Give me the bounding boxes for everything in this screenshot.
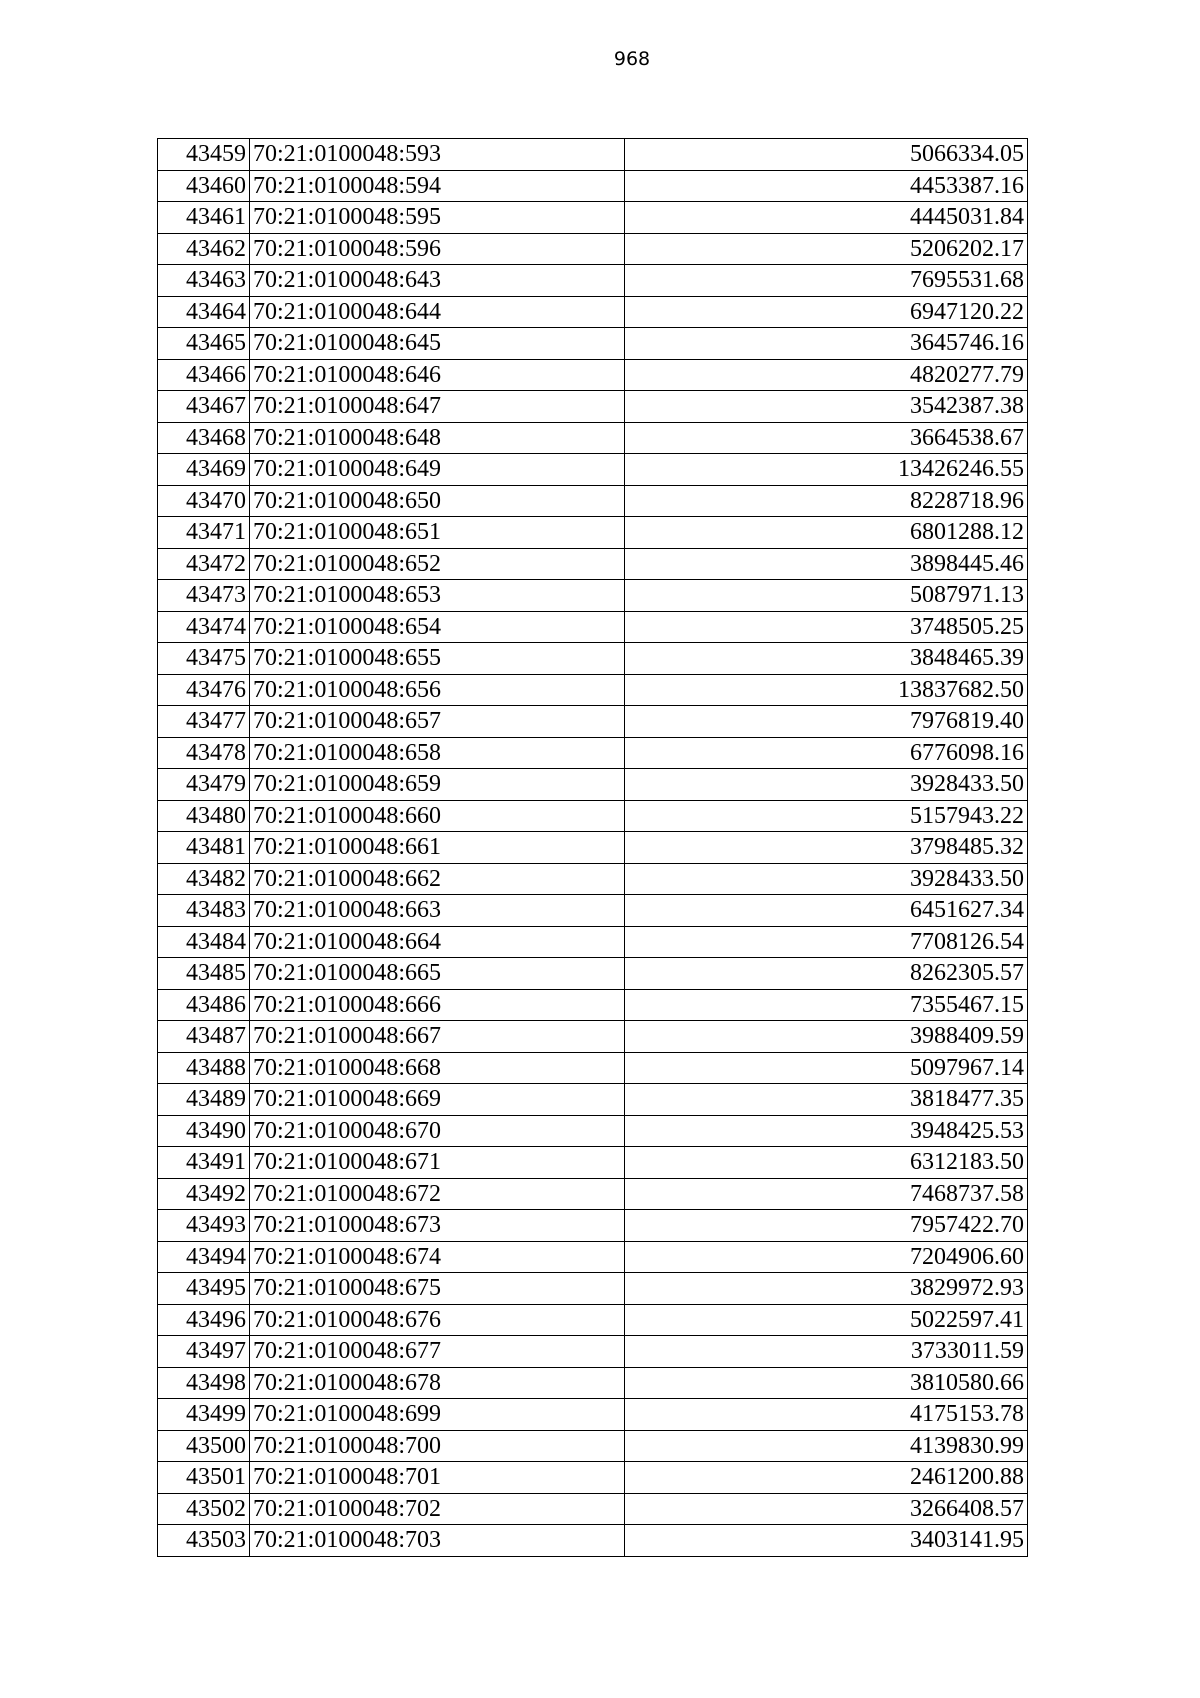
row-number: 43476 (158, 674, 250, 706)
table-row (158, 926, 1028, 958)
cadastral-number: 70:21:0100048:700 (250, 1430, 625, 1462)
row-number: 43501 (158, 1462, 250, 1494)
cadastral-number: 70:21:0100048:665 (250, 958, 625, 990)
cadastral-number: 70:21:0100048:655 (250, 643, 625, 675)
cadastral-value: 3829972.93 (625, 1273, 1028, 1305)
table-row (158, 1084, 1028, 1116)
cadastral-value: 6451627.34 (625, 895, 1028, 927)
cadastral-number: 70:21:0100048:593 (250, 139, 625, 171)
table-row (158, 1052, 1028, 1084)
table-row (158, 1430, 1028, 1462)
row-number: 43474 (158, 611, 250, 643)
cadastral-value: 3748505.25 (625, 611, 1028, 643)
cadastral-value: 3664538.67 (625, 422, 1028, 454)
table-row (158, 895, 1028, 927)
row-number: 43502 (158, 1493, 250, 1525)
row-number: 43491 (158, 1147, 250, 1179)
cadastral-value: 3542387.38 (625, 391, 1028, 423)
row-number: 43482 (158, 863, 250, 895)
cadastral-number: 70:21:0100048:643 (250, 265, 625, 297)
row-number: 43471 (158, 517, 250, 549)
row-number: 43485 (158, 958, 250, 990)
cadastral-number: 70:21:0100048:653 (250, 580, 625, 612)
cadastral-number: 70:21:0100048:654 (250, 611, 625, 643)
cadastral-number: 70:21:0100048:703 (250, 1525, 625, 1557)
cadastral-number: 70:21:0100048:667 (250, 1021, 625, 1053)
table-row (158, 769, 1028, 801)
cadastral-number: 70:21:0100048:672 (250, 1178, 625, 1210)
row-number: 43481 (158, 832, 250, 864)
cadastral-value: 7708126.54 (625, 926, 1028, 958)
page-number: 968 (613, 48, 651, 70)
cadastral-value: 5206202.17 (625, 233, 1028, 265)
cadastral-value: 5087971.13 (625, 580, 1028, 612)
table-row (158, 580, 1028, 612)
cadastral-value: 13426246.55 (625, 454, 1028, 486)
table-row (158, 391, 1028, 423)
cadastral-number: 70:21:0100048:644 (250, 296, 625, 328)
cadastral-value: 3645746.16 (625, 328, 1028, 360)
cadastral-value: 5097967.14 (625, 1052, 1028, 1084)
cadastral-number: 70:21:0100048:660 (250, 800, 625, 832)
cadastral-value: 3818477.35 (625, 1084, 1028, 1116)
cadastral-number: 70:21:0100048:673 (250, 1210, 625, 1242)
cadastral-number: 70:21:0100048:668 (250, 1052, 625, 1084)
cadastral-value: 4445031.84 (625, 202, 1028, 234)
cadastral-value: 3810580.66 (625, 1367, 1028, 1399)
cadastral-value: 5022597.41 (625, 1304, 1028, 1336)
cadastral-number: 70:21:0100048:670 (250, 1115, 625, 1147)
row-number: 43484 (158, 926, 250, 958)
row-number: 43464 (158, 296, 250, 328)
row-number: 43462 (158, 233, 250, 265)
table-row (158, 989, 1028, 1021)
table-row (158, 611, 1028, 643)
cadastral-number: 70:21:0100048:664 (250, 926, 625, 958)
cadastral-value: 2461200.88 (625, 1462, 1028, 1494)
table-row (158, 139, 1028, 171)
cadastral-number: 70:21:0100048:662 (250, 863, 625, 895)
table-body (158, 139, 1028, 1557)
cadastral-number: 70:21:0100048:676 (250, 1304, 625, 1336)
row-number: 43463 (158, 265, 250, 297)
cadastral-value: 7204906.60 (625, 1241, 1028, 1273)
row-number: 43467 (158, 391, 250, 423)
cadastral-value-table (157, 138, 1028, 1557)
table-row (158, 202, 1028, 234)
cadastral-value: 4453387.16 (625, 170, 1028, 202)
cadastral-number: 70:21:0100048:656 (250, 674, 625, 706)
cadastral-number: 70:21:0100048:671 (250, 1147, 625, 1179)
table-row (158, 1304, 1028, 1336)
table-row (158, 706, 1028, 738)
table-row (158, 1210, 1028, 1242)
row-number: 43489 (158, 1084, 250, 1116)
table-row (158, 485, 1028, 517)
row-number: 43478 (158, 737, 250, 769)
table-row (158, 265, 1028, 297)
row-number: 43477 (158, 706, 250, 738)
table-row (158, 328, 1028, 360)
cadastral-value: 7468737.58 (625, 1178, 1028, 1210)
cadastral-number: 70:21:0100048:701 (250, 1462, 625, 1494)
row-number: 43499 (158, 1399, 250, 1431)
table-row (158, 1525, 1028, 1557)
row-number: 43498 (158, 1367, 250, 1399)
cadastral-value: 5157943.22 (625, 800, 1028, 832)
cadastral-number: 70:21:0100048:647 (250, 391, 625, 423)
row-number: 43466 (158, 359, 250, 391)
cadastral-value: 4175153.78 (625, 1399, 1028, 1431)
cadastral-value: 4820277.79 (625, 359, 1028, 391)
table-row (158, 1399, 1028, 1431)
table-row (158, 1147, 1028, 1179)
cadastral-number: 70:21:0100048:674 (250, 1241, 625, 1273)
table-row (158, 1336, 1028, 1368)
cadastral-value: 7957422.70 (625, 1210, 1028, 1242)
cadastral-value: 6947120.22 (625, 296, 1028, 328)
cadastral-value: 3848465.39 (625, 643, 1028, 675)
table-row (158, 832, 1028, 864)
cadastral-value: 3403141.95 (625, 1525, 1028, 1557)
row-number: 43461 (158, 202, 250, 234)
table-row (158, 737, 1028, 769)
cadastral-number: 70:21:0100048:658 (250, 737, 625, 769)
row-number: 43483 (158, 895, 250, 927)
cadastral-value: 3928433.50 (625, 863, 1028, 895)
cadastral-value: 3928433.50 (625, 769, 1028, 801)
cadastral-value: 13837682.50 (625, 674, 1028, 706)
table-row (158, 233, 1028, 265)
row-number: 43490 (158, 1115, 250, 1147)
table-row (158, 548, 1028, 580)
cadastral-number: 70:21:0100048:650 (250, 485, 625, 517)
cadastral-value: 3898445.46 (625, 548, 1028, 580)
cadastral-value: 3733011.59 (625, 1336, 1028, 1368)
cadastral-number: 70:21:0100048:669 (250, 1084, 625, 1116)
cadastral-value: 5066334.05 (625, 139, 1028, 171)
row-number: 43472 (158, 548, 250, 580)
cadastral-number: 70:21:0100048:596 (250, 233, 625, 265)
cadastral-value: 7976819.40 (625, 706, 1028, 738)
table-row (158, 454, 1028, 486)
table-row (158, 1493, 1028, 1525)
cadastral-number: 70:21:0100048:652 (250, 548, 625, 580)
table-row (158, 958, 1028, 990)
row-number: 43503 (158, 1525, 250, 1557)
cadastral-value: 3266408.57 (625, 1493, 1028, 1525)
table-row (158, 863, 1028, 895)
table-row (158, 1273, 1028, 1305)
cadastral-number: 70:21:0100048:677 (250, 1336, 625, 1368)
table-row (158, 1367, 1028, 1399)
table-row (158, 800, 1028, 832)
row-number: 43468 (158, 422, 250, 454)
row-number: 43479 (158, 769, 250, 801)
cadastral-value: 4139830.99 (625, 1430, 1028, 1462)
table-row (158, 1115, 1028, 1147)
table-row (158, 1178, 1028, 1210)
cadastral-number: 70:21:0100048:657 (250, 706, 625, 738)
cadastral-number: 70:21:0100048:666 (250, 989, 625, 1021)
cadastral-value: 6801288.12 (625, 517, 1028, 549)
row-number: 43500 (158, 1430, 250, 1462)
cadastral-value: 6776098.16 (625, 737, 1028, 769)
cadastral-value: 6312183.50 (625, 1147, 1028, 1179)
row-number: 43496 (158, 1304, 250, 1336)
row-number: 43460 (158, 170, 250, 202)
cadastral-number: 70:21:0100048:646 (250, 359, 625, 391)
cadastral-number: 70:21:0100048:678 (250, 1367, 625, 1399)
cadastral-value: 3948425.53 (625, 1115, 1028, 1147)
row-number: 43487 (158, 1021, 250, 1053)
cadastral-number: 70:21:0100048:595 (250, 202, 625, 234)
cadastral-number: 70:21:0100048:661 (250, 832, 625, 864)
cadastral-number: 70:21:0100048:645 (250, 328, 625, 360)
row-number: 43470 (158, 485, 250, 517)
table-row (158, 1241, 1028, 1273)
cadastral-number: 70:21:0100048:659 (250, 769, 625, 801)
table-row (158, 643, 1028, 675)
table-row (158, 359, 1028, 391)
row-number: 43480 (158, 800, 250, 832)
row-number: 43473 (158, 580, 250, 612)
cadastral-value: 3988409.59 (625, 1021, 1028, 1053)
table-row (158, 296, 1028, 328)
cadastral-value: 3798485.32 (625, 832, 1028, 864)
row-number: 43495 (158, 1273, 250, 1305)
row-number: 43488 (158, 1052, 250, 1084)
row-number: 43486 (158, 989, 250, 1021)
table-row (158, 1021, 1028, 1053)
table-row (158, 674, 1028, 706)
row-number: 43465 (158, 328, 250, 360)
cadastral-value: 8262305.57 (625, 958, 1028, 990)
table-row (158, 1462, 1028, 1494)
row-number: 43459 (158, 139, 250, 171)
cadastral-number: 70:21:0100048:648 (250, 422, 625, 454)
row-number: 43469 (158, 454, 250, 486)
cadastral-number: 70:21:0100048:649 (250, 454, 625, 486)
table-row (158, 517, 1028, 549)
row-number: 43494 (158, 1241, 250, 1273)
cadastral-number: 70:21:0100048:594 (250, 170, 625, 202)
cadastral-value: 8228718.96 (625, 485, 1028, 517)
cadastral-number: 70:21:0100048:699 (250, 1399, 625, 1431)
row-number: 43497 (158, 1336, 250, 1368)
cadastral-value: 7695531.68 (625, 265, 1028, 297)
cadastral-number: 70:21:0100048:663 (250, 895, 625, 927)
cadastral-value: 7355467.15 (625, 989, 1028, 1021)
row-number: 43492 (158, 1178, 250, 1210)
cadastral-number: 70:21:0100048:651 (250, 517, 625, 549)
cadastral-number: 70:21:0100048:675 (250, 1273, 625, 1305)
row-number: 43475 (158, 643, 250, 675)
table-row (158, 170, 1028, 202)
cadastral-number: 70:21:0100048:702 (250, 1493, 625, 1525)
table-row (158, 422, 1028, 454)
row-number: 43493 (158, 1210, 250, 1242)
